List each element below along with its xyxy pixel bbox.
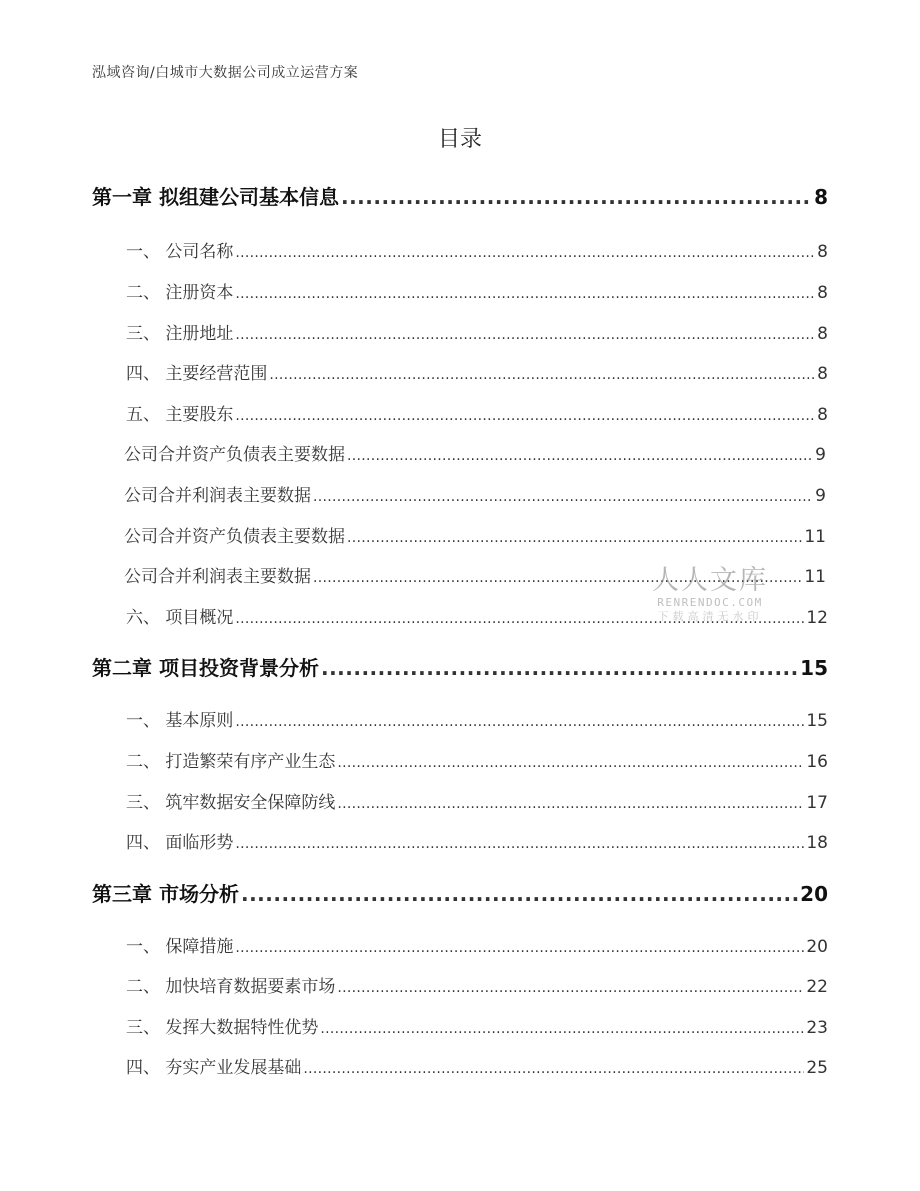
watermark <box>646 566 774 624</box>
toc-label: 三、 注册地址 <box>126 324 234 344</box>
leader-dots <box>347 530 802 546</box>
toc-label: 六、 项目概况 <box>126 608 234 628</box>
toc-page-number: 11 <box>804 527 826 547</box>
toc-label: 公司合并利润表主要数据 <box>124 567 311 587</box>
toc-label: 三、 筑牢数据安全保障防线 <box>126 793 336 813</box>
toc-entry[interactable] <box>92 440 826 465</box>
toc-page-number: 8 <box>817 242 828 262</box>
toc-entry[interactable] <box>92 522 826 547</box>
page-title: 目录 <box>437 127 482 152</box>
leader-dots <box>347 448 813 464</box>
toc-label: 公司合并利润表主要数据 <box>124 486 311 506</box>
toc-entry[interactable] <box>92 400 828 425</box>
toc-label: 三、 发挥大数据特性优势 <box>126 1018 319 1038</box>
toc-label: 四、 夯实产业发展基础 <box>126 1058 302 1078</box>
leader-dots <box>235 714 804 730</box>
toc-page-number: 18 <box>806 833 828 853</box>
toc-entry[interactable] <box>92 706 828 731</box>
toc-page-number: 9 <box>815 445 826 465</box>
watermark-main-text: 人人文库 <box>652 565 768 596</box>
leader-dots <box>235 327 815 343</box>
leader-dots <box>235 286 815 302</box>
toc-label: 公司合并资产负债表主要数据 <box>124 445 345 465</box>
watermark-url: RENRENDOC.COM <box>657 596 763 609</box>
toc-page-number: 11 <box>804 567 826 587</box>
toc-chapter-2[interactable] <box>92 652 828 681</box>
toc-entry[interactable] <box>92 237 828 262</box>
leader-dots <box>337 755 804 771</box>
leader-dots <box>337 980 804 996</box>
leader-dots <box>269 367 815 383</box>
toc-label: 一、 保障措施 <box>126 937 234 957</box>
leader-dots <box>235 408 815 424</box>
leader-dots <box>337 796 804 812</box>
toc-page-number: 15 <box>806 711 828 731</box>
toc-entry[interactable] <box>92 788 828 813</box>
toc-chapter-1[interactable] <box>92 181 828 210</box>
toc-entry[interactable] <box>92 932 828 957</box>
toc-label: 四、 主要经营范围 <box>126 364 268 384</box>
toc-page-number: 20 <box>800 882 828 906</box>
toc-page-number: 12 <box>806 608 828 628</box>
toc-label: 公司合并资产负债表主要数据 <box>124 527 345 547</box>
watermark-tagline: 下载高清无水印 <box>657 610 763 623</box>
toc-label: 四、 面临形势 <box>126 833 234 853</box>
leader-dots <box>321 656 798 680</box>
leader-dots <box>320 1021 804 1037</box>
toc-label: 第三章 市场分析 <box>92 882 239 906</box>
toc-label: 二、 打造繁荣有序产业生态 <box>126 752 336 772</box>
toc-page-number: 23 <box>806 1018 828 1038</box>
running-header: 泓域咨询/白城市大数据公司成立运营方案 <box>92 65 359 81</box>
toc-page-number: 9 <box>815 486 826 506</box>
leader-dots <box>235 940 804 956</box>
toc-entry[interactable] <box>92 481 826 506</box>
toc-page-number: 8 <box>814 185 828 209</box>
toc-page-number: 22 <box>806 977 828 997</box>
toc-label: 第一章 拟组建公司基本信息 <box>92 185 339 209</box>
toc-label: 一、 公司名称 <box>126 242 234 262</box>
toc-page-number: 17 <box>806 793 828 813</box>
leader-dots <box>235 245 815 261</box>
toc-chapter-3[interactable] <box>92 878 828 907</box>
toc-label: 二、 加快培育数据要素市场 <box>126 977 336 997</box>
toc-page-number: 25 <box>806 1058 828 1078</box>
leader-dots <box>235 836 804 852</box>
toc-entry[interactable] <box>92 972 828 997</box>
toc-page-number: 15 <box>800 656 828 680</box>
toc-entry[interactable] <box>92 278 828 303</box>
toc-entry[interactable] <box>92 359 828 384</box>
toc-label: 二、 注册资本 <box>126 283 234 303</box>
toc-entry[interactable] <box>92 319 828 344</box>
toc-page-number: 8 <box>817 364 828 384</box>
toc-page-number: 20 <box>806 937 828 957</box>
leader-dots <box>341 185 812 209</box>
toc-label: 第二章 项目投资背景分析 <box>92 656 319 680</box>
leader-dots <box>241 882 798 906</box>
toc-label: 一、 基本原则 <box>126 711 234 731</box>
toc-entry[interactable] <box>92 828 828 853</box>
toc-page-number: 8 <box>817 405 828 425</box>
toc-entry[interactable] <box>92 1053 828 1078</box>
toc-entry[interactable] <box>92 747 828 772</box>
leader-dots <box>303 1061 804 1077</box>
toc-page-number: 16 <box>806 752 828 772</box>
toc-page-number: 8 <box>817 324 828 344</box>
toc-label: 五、 主要股东 <box>126 405 234 425</box>
toc-page-number: 8 <box>817 283 828 303</box>
toc-entry[interactable] <box>92 1013 828 1038</box>
leader-dots <box>313 489 813 505</box>
